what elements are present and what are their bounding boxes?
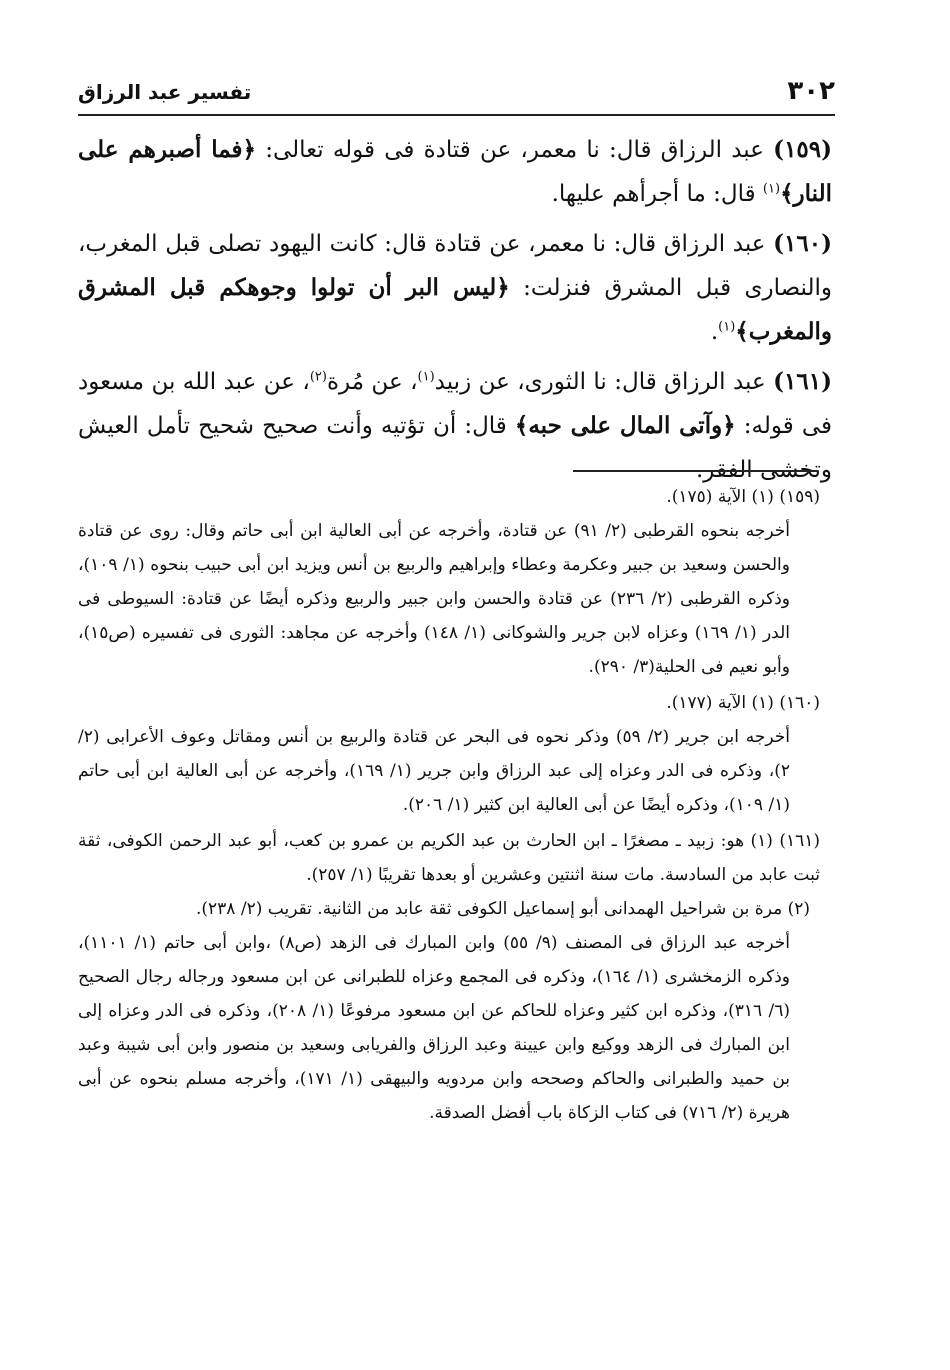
running-title: تفسير عبد الرزاق — [78, 80, 252, 104]
page-number: ٣٠٢ — [787, 76, 835, 106]
entry-text: عبد الرزاق قال: نا الثورى، عن زبيد — [434, 369, 766, 395]
quran-verse: ﴿ليس البر أن تولوا وجوهكم قبل المشرق والمغرب﴾ — [78, 274, 832, 345]
entry-number: (١٥٩) — [773, 136, 833, 163]
footnotes — [78, 480, 820, 1132]
quran-verse: ﴿فما أصبرهم على النار﴾ — [78, 136, 832, 207]
main-text — [78, 128, 832, 498]
entry-text: قال: ما أجرأهم عليها. — [551, 181, 756, 207]
entry-text: . — [710, 319, 719, 345]
footnote-heading: (١٦٠) (١) الآية (١٧٧). — [666, 693, 820, 713]
footnote-159 — [78, 480, 820, 684]
footnote-160 — [78, 686, 820, 822]
footnote-body: أخرجه ابن جرير (٢/ ٥٩) وذكر نحوه فى البحر عن قتادة والربيع بن أنس ومقاتل وعوف الأعرابى (٢/ ٢)، وذكره فى الدر وعزاه إلى عبد الرزاق وابن جرير (١/ ١٦٩)، وأخرجه عن أبى العالية ابن أبى حاتم (١/ ١٠٩)، وذكره أيضًا عن أبى العالية ابن كثير (١/ ٢٠٦). — [78, 727, 790, 815]
footnote-body: أخرجه عبد الرزاق فى المصنف (٩/ ٥٥) وابن المبارك فى الزهد (ص٨) ،وابن أبى حاتم (١/ ١١٠١)، وذكره الزمخشرى (١/ ١٦٤)، وذكره فى المجمع وعزاه للطبرانى عن ابن مسعود ورجاله رجال الصحيح (٦/ ٣١٦)، وذكره ابن كثير وعزاه للحاكم عن ابن مسعود مرفوعًا (١/ ٢٠٨)، وذكره فى الدر وعزاه إلى ابن المبارك فى الزهد ووكيع وابن عيينة وعبد الرزاق والفريابى وسعيد بن منصور وابن أبى شيبة وعبد بن حميد والطبرانى والحاكم وصححه وابن مردويه والبيهقى (١/ ١٧١)، وأخرجه مسلم بنحوه عن أبى هريرة (٢/ ٧١٦) فى كتاب الزكاة باب أفضل الصدقة. — [78, 933, 790, 1123]
footnote-marker: (٢) — [309, 369, 327, 385]
footnote-161 — [78, 824, 820, 1130]
entry-161 — [78, 360, 832, 492]
entry-number: (١٦٠) — [773, 230, 832, 257]
entry-text: ، عن عبد الله بن مسعود فى قوله: — [78, 369, 832, 439]
footnote-divider — [573, 470, 818, 472]
footnote-subnote: (٢) مرة بن شراحيل الهمدانى أبو إسماعيل الكوفى ثقة عابد من الثانية. تقريب (٢/ ٢٣٨). — [196, 899, 810, 919]
entry-number: (١٦١) — [773, 368, 832, 395]
entry-text: قال: أن تؤتيه وأنت صحيح شحيح تأمل العيش وتخشى الفقر. — [78, 413, 832, 483]
entry-159 — [78, 128, 832, 216]
page-header — [78, 70, 835, 116]
quran-verse: ﴿وآتى المال على حبه﴾ — [514, 412, 736, 439]
footnote-marker: (١) — [762, 181, 781, 197]
entry-text: عبد الرزاق قال: نا معمر، عن قتادة قال: كانت اليهود تصلى قبل المغرب، والنصارى قبل المشرق فنزلت: — [78, 231, 832, 301]
footnote-marker: (١) — [417, 369, 435, 385]
entry-text: ، عن مُرة — [326, 369, 418, 395]
footnote-heading: (١٦١) (١) هو: زبيد ـ مصغرًا ـ ابن الحارث بن عبد الكريم بن عمرو بن كعب، أبو عبد الرحمن الكوفى، ثقة ثبت عابد من السادسة. مات سنة اثنتين وعشرين أو بعدها تقريبًا (١/ ٢٥٧). — [78, 831, 820, 885]
footnote-marker: (١) — [718, 319, 736, 335]
entry-160 — [78, 222, 832, 354]
entry-text: عبد الرزاق قال: نا معمر، عن قتادة فى قوله تعالى: — [265, 137, 764, 163]
footnote-body: أخرجه بنحوه القرطبى (٢/ ٩١) عن قتادة، وأخرجه عن أبى العالية ابن أبى حاتم وقال: روى عن قتادة والحسن وسعيد بن جبير وعكرمة وعطاء وإبراهيم والربيع بن أنس ويزيد ابن أبى حبيب بنحوه (١/ ١٠٩)، وذكره القرطبى (٢/ ٢٣٦) عن قتادة والحسن وابن جبير والربيع وذكره أيضًا عن قتادة: السيوطى فى الدر (١/ ١٦٩) وعزاه لابن جرير والشوكانى (١/ ١٤٨) وأخرجه عن مجاهد: الثورى فى تفسيره (ص١٥)، وأبو نعيم فى الحلية(٣/ ٢٩٠). — [78, 521, 791, 677]
footnote-heading: (١٥٩) (١) الآية (١٧٥). — [666, 487, 820, 507]
